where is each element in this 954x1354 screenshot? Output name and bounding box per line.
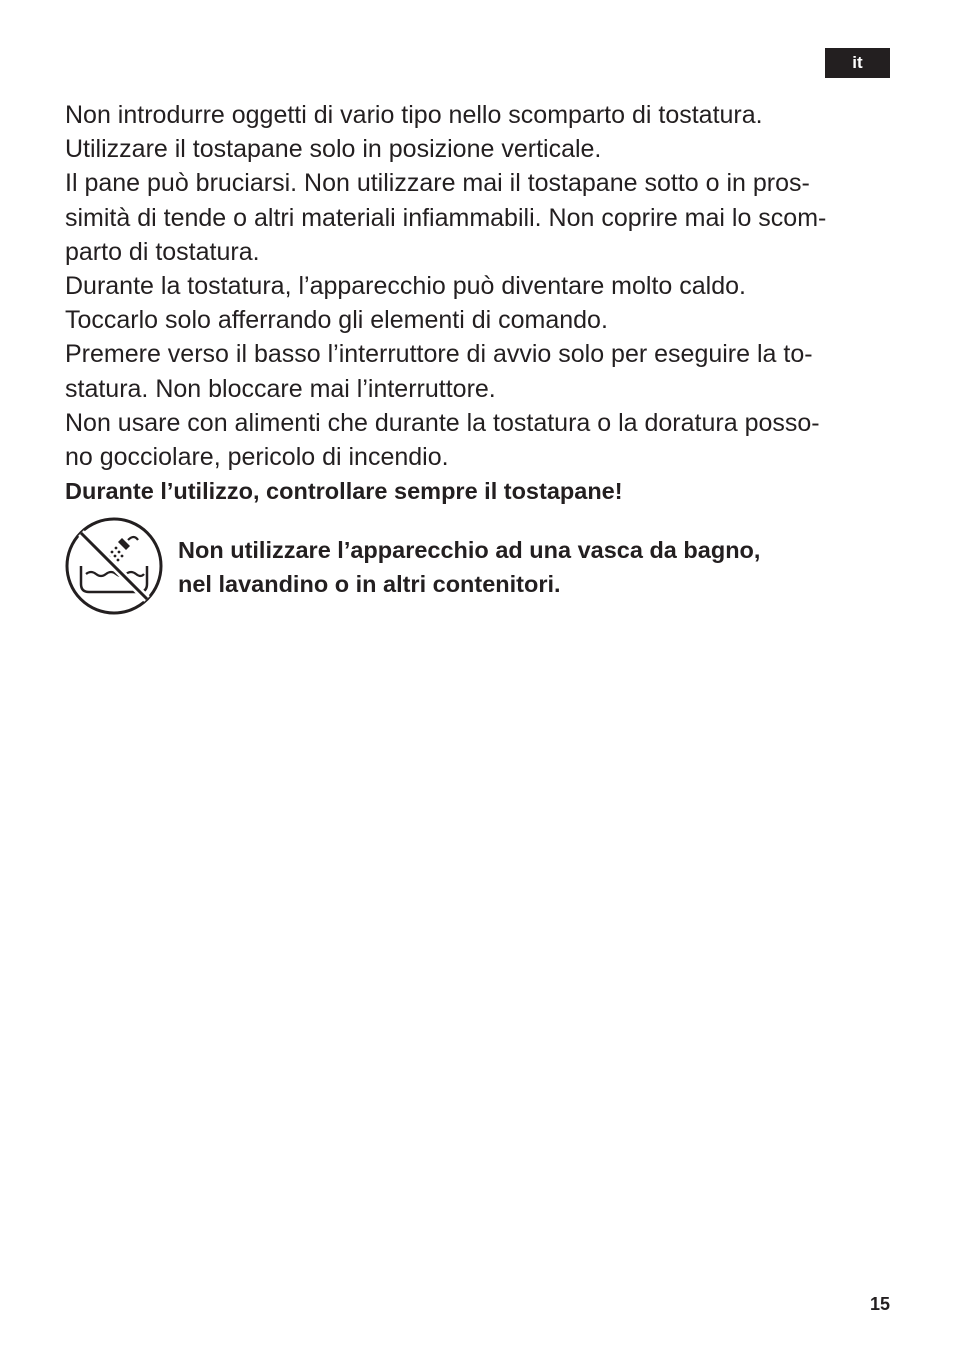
safety-instructions <box>65 98 895 508</box>
no-bath-water-icon <box>64 516 164 616</box>
bathtub-warning <box>64 516 894 616</box>
instruction-line: Toccarlo solo afferrando gli elementi di comando. <box>65 306 608 335</box>
instruction-line: Durante la tostatura, l’apparecchio può diventare molto caldo. <box>65 272 746 301</box>
instruction-line: Non introdurre oggetti di vario tipo nello scomparto di tostatura. <box>65 101 763 129</box>
instruction-line: parto di tostatura. <box>65 237 260 266</box>
instruction-line: Non usare con alimenti che durante la tostatura o la doratura posso- <box>65 408 820 437</box>
warning-line: Non utilizzare l’apparecchio ad una vasca da bagno, <box>178 537 761 563</box>
instruction-line: Premere verso il basso l’interruttore di avvio solo per eseguire la to- <box>65 340 813 369</box>
language-tab-label: it <box>852 53 863 72</box>
page-number: 15 <box>869 1294 890 1314</box>
bold-notice: Durante l’utilizzo, controllare sempre il tostapane! <box>65 478 623 505</box>
instruction-line: statura. Non bloccare mai l’interruttore. <box>65 374 496 403</box>
instruction-line: Utilizzare il tostapane solo in posizione verticale. <box>65 135 602 164</box>
instruction-line: no gocciolare, pericolo di incendio. <box>65 443 449 472</box>
language-tab <box>825 48 890 78</box>
instruction-line: Il pane può bruciarsi. Non utilizzare mai il tostapane sotto o in pros- <box>65 169 810 198</box>
instruction-line: simità di tende o altri materiali infiammabili. Non coprire mai lo scom- <box>65 203 827 232</box>
warning-text <box>178 533 760 601</box>
warning-line: nel lavandino o in altri contenitori. <box>178 571 561 597</box>
